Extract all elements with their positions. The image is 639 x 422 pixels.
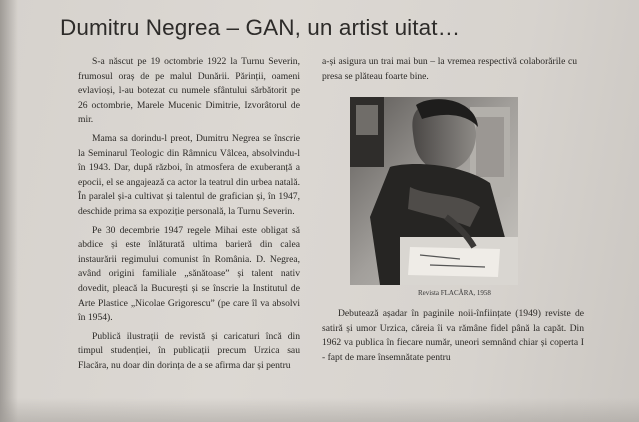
paragraph-debut: Debutează așadar în paginile noii-înființate (1949) reviste de satiră și umor Urzica, căreia îi va rămâne fidel până la capăt. Din 1962 va publica în fiecare număr, uneori semnând chiar și coperta I - fapt de mare însemnătate pentru — [322, 308, 584, 363]
paragraph-continuation: a-și asigura un trai mai bun – la vremea respectivă colaborările cu presa se plăteau foarte bine. — [322, 56, 577, 82]
page-bottom-shadow — [0, 398, 639, 422]
artist-photo — [350, 97, 518, 285]
paragraph-seminary: Mama sa dorindu-l preot, Dumitru Negrea se înscrie la Seminarul Teologic din Râmnicu Vâlcea, absolvindu-l în 1943. Dar, după război, în atmosfera de exuberanță a epocii, el se angajează ca actor la teatrul din urbea natală. În paralel și-a cultivat și talentul de grafician și, în 1947, deschide prima sa expoziție personală, la Turnu Severin. — [78, 132, 300, 217]
paragraph-birth: S-a născut pe 19 octombrie 1922 la Turnu Severin, frumosul oraș de pe malul Dunării. Părinții, oameni evlavioși, l-au botezat cu numele sfântului sărbătorit pe 26 octombrie, Marele Mucenic Dimitrie, Izvorâtorul de mir. — [78, 56, 300, 126]
left-column — [78, 55, 300, 377]
right-column-top — [322, 55, 577, 84]
paragraph-abdication: Pe 30 decembrie 1947 regele Mihai este obligat să abdice și este înlăturată ultima barieră din calea instaurării regimului comunist în România. D. Negrea, având origini familiale „sănătoase” și talent nativ dovedit, pleacă la București și se înscrie la Institutul de Arte Plastice „Nicolae Grigorescu” (pe care îl va absolvi în 1954). — [78, 224, 300, 324]
page-edge-shadow — [0, 0, 18, 422]
article-title: Dumitru Negrea – GAN, un artist uitat… — [60, 15, 461, 40]
right-column-bottom — [322, 307, 584, 365]
paragraph-publications: Publică ilustrații de revistă și caricaturi încă din timpul studenției, în publicații precum Urzica sau Flacăra, nu doar din dorința de a se afirma dar și pentru — [78, 330, 300, 371]
artist-photo-image — [350, 97, 518, 285]
photo-caption: Revista FLACĂRA, 1958 — [418, 289, 491, 297]
